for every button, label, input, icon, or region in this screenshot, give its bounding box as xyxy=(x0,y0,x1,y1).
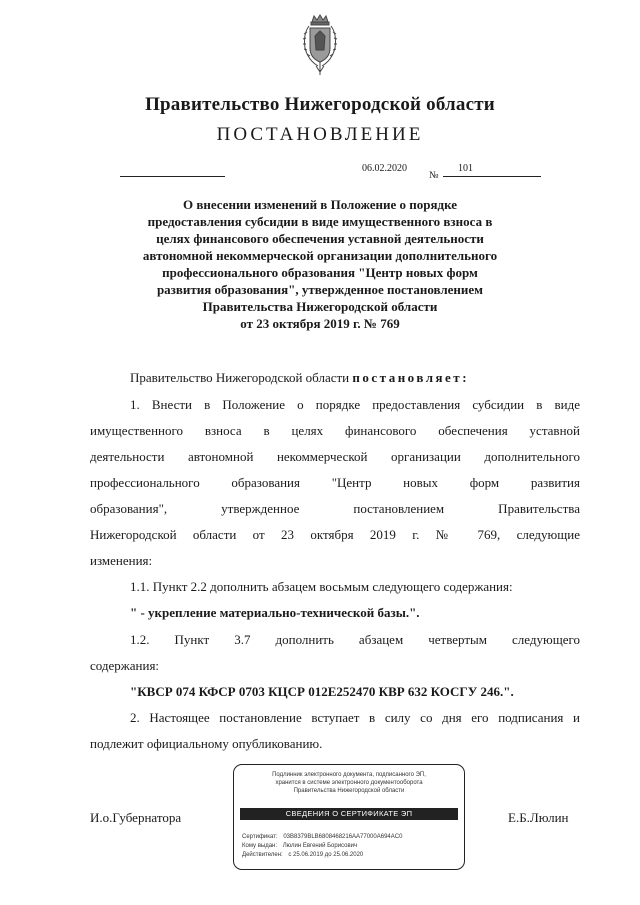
number-underline xyxy=(443,176,541,177)
document-subject xyxy=(110,196,530,332)
paragraph-1-line: образования", утвержденное постановлением Правительства xyxy=(90,501,580,516)
document-type: ПОСТАНОВЛЕНИЕ xyxy=(216,124,424,145)
paragraph-1-2: 1.2. Пункт 3.7 дополнить абзацем четвертым следующего xyxy=(130,632,580,647)
stamp-caption-line: хранится в системе электронного документооборота xyxy=(275,780,423,786)
subject-line: О внесении изменений в Положение о порядке xyxy=(182,197,458,212)
stamp-certificate xyxy=(242,833,402,841)
document-number: 101 xyxy=(458,163,473,174)
issued-to-label: Кому выдан: xyxy=(242,843,278,849)
number-sign: № xyxy=(429,170,439,181)
electronic-signature-stamp xyxy=(233,764,465,870)
stamp-issued-to xyxy=(242,842,357,850)
stamp-caption xyxy=(240,771,458,795)
paragraph-1-line: Нижегородской области от 23 октября 2019 г. № 769, следующие xyxy=(90,527,580,542)
paragraph-2: 2. Настоящее постановление вступает в силу со дня его подписания и xyxy=(130,710,580,725)
paragraph-1-line: профессионального образования "Центр новых форм развития xyxy=(90,475,580,490)
subject-line: от 23 октября 2019 г. № 769 xyxy=(240,316,400,331)
paragraph-1-line: имущественного взноса в целях финансового обеспечения уставной xyxy=(90,423,580,438)
paragraph-1-2-quote: "КВСР 074 КФСР 0703 КЦСР 012Е252470 КВР 632 КОСГУ 246.". xyxy=(130,684,514,699)
stamp-title: СВЕДЕНИЯ О СЕРТИФИКАТЕ ЭП xyxy=(240,808,458,820)
subject-line: развития образования", утвержденное постановлением xyxy=(156,282,484,297)
valid-value: с 25.06.2019 до 25.06.2020 xyxy=(288,852,364,858)
intro-paragraph xyxy=(130,367,580,388)
stamp-validity xyxy=(242,851,363,859)
valid-label: Действителен: xyxy=(242,852,283,858)
intro-emphasis: постановляет: xyxy=(352,370,470,385)
subject-line: Правительства Нижегородской области xyxy=(202,299,438,314)
subject-line: профессионального образования "Центр новых форм xyxy=(162,265,478,280)
document-date: 06.02.2020 xyxy=(362,163,407,174)
subject-line: предоставления субсидии в виде имущественного взноса в xyxy=(147,214,493,229)
date-underline-left xyxy=(120,176,225,177)
signatory-name: Е.Б.Люлин xyxy=(508,810,569,825)
government-title: Правительство Нижегородской области xyxy=(145,94,495,115)
certificate-value: 03B8379BLB6808468216AA77000A694AC0 xyxy=(283,834,403,840)
paragraph-1-1-quote: " - укрепление материально-технической базы.". xyxy=(130,605,420,620)
stamp-caption-line: Правительства Нижегородской области xyxy=(293,788,405,794)
paragraph-1-1: 1.1. Пункт 2.2 дополнить абзацем восьмым следующего содержания: xyxy=(130,579,513,594)
paragraph-1-last: изменения: xyxy=(90,553,153,568)
stamp-caption-line: Подлинник электронного документа, подписанного ЭП, xyxy=(272,772,426,778)
intro-prefix: Правительство Нижегородской области xyxy=(130,370,353,385)
subject-line: автономной некоммерческой организации дополнительного xyxy=(142,248,498,263)
paragraph-1-line: 1. Внести в Положение о порядке предоставления субсидии в виде xyxy=(130,397,580,412)
subject-line: целях финансового обеспечения уставной деятельности xyxy=(156,231,484,246)
paragraph-1-2-last: содержания: xyxy=(90,658,160,673)
paragraph-1-line: деятельности автономной некоммерческой организации дополнительного xyxy=(90,449,580,464)
coat-of-arms-icon xyxy=(300,14,340,76)
issued-to-value: Люлин Евгений Борисович xyxy=(282,843,358,849)
paragraph-2-last: подлежит официальному опубликованию. xyxy=(90,736,323,751)
certificate-label: Сертификат: xyxy=(242,834,278,840)
signatory-position: И.о.Губернатора xyxy=(90,810,182,825)
